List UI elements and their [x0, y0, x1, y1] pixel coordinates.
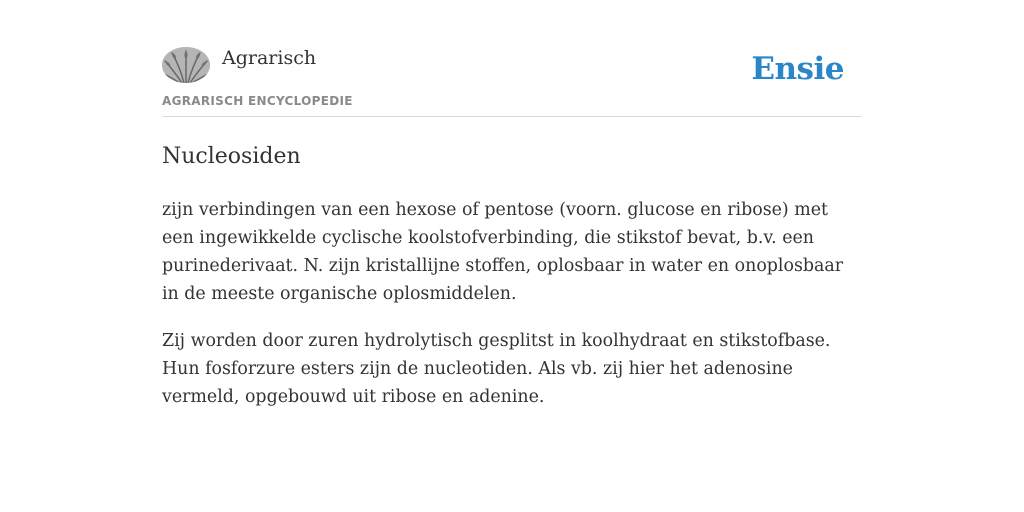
source-header — [162, 0, 862, 117]
ensie-logo[interactable]: Ensie — [751, 51, 844, 87]
source-avatar[interactable] — [162, 47, 210, 83]
article-paragraph: Zij worden door zuren hydrolytisch gesplitst in koolhydraat en stikstofbase. Hun fosforzure esters zijn de nucleotiden. Als vb. zij hier het adenosine vermeld, opgebouwd uit ribose en adenine. — [162, 331, 831, 407]
article-body — [162, 196, 862, 411]
article-paragraph: zijn verbindingen van een hexose of pentose (voorn. glucose en ribose) met een ingewikkelde cyclische koolstofverbinding, die stikstof bevat, b.v. een purinederivaat. N. zijn kristallijne stoffen, oplosbaar in water en onoplosbaar in de meeste organische oplosmiddelen. — [162, 200, 844, 304]
article-title: Nucleosiden — [162, 144, 301, 169]
wheat-icon — [162, 47, 210, 83]
source-subtitle: AGRARISCH ENCYCLOPEDIE — [162, 94, 353, 108]
source-name[interactable]: Agrarisch — [222, 47, 317, 69]
page-container — [162, 0, 862, 411]
